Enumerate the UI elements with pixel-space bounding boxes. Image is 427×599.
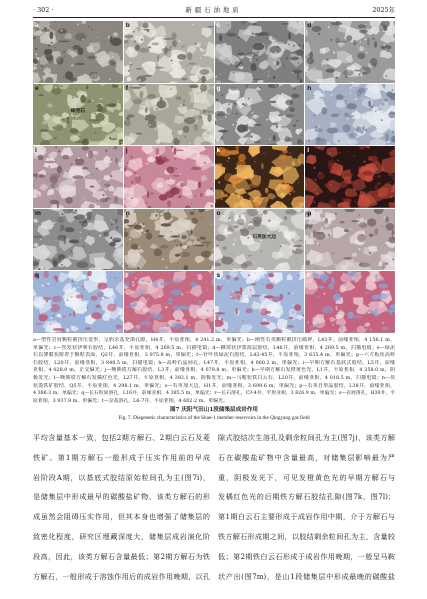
body-text-line: 低；第2期铁白云石形成于成岩作用晚期，一般呈马鞍 — [218, 551, 395, 561]
caption-line: 状菱铁矿胶结，Q5井，平原亚相，4 298.1 m，单偏光；o—石英加大边，H1井，前缘亚相，3 699.6 m，单偏光；p—石英自形晶胶结，L38井，前缘亚相， — [33, 382, 395, 389]
micrograph-panel-s — [215, 271, 305, 333]
micrograph-image — [124, 271, 214, 333]
caption-line: 石胶结，L20井，前缘亚相，3 848.5 m，扫描电镜；h—高岭石晶间孔，L47井，平原亚相，4 000.2 m，单偏光；i—早期方解石基底式胶结，L5井，前缘 — [33, 359, 395, 366]
figure-title-en: Fig. 7. Diagenetic characteristics of the Shan-1 member reservoirs in the Qingyang gas field — [118, 415, 310, 421]
micrograph-image — [305, 209, 395, 271]
micrograph-panel-d — [305, 21, 395, 83]
journal-title: 新疆石油地质 — [185, 6, 242, 14]
panel-label: b — [125, 22, 130, 29]
publication-year: 2025年 — [372, 6, 395, 14]
caption-line: 单偏光；c—丝发状伊利石胶结，L46井，平原亚相，4 269.5 m，扫描电镜；d—蜂窝状伊蒙混层胶结，L46井，前缘亚相，4 269.5 m，扫描电镜；e—绿泥 — [33, 344, 395, 351]
body-text-line: 隙式胶结次生溶孔及剩余粒间孔为主(图7j)，该类方解 — [218, 433, 395, 442]
panel-label: g — [216, 84, 221, 92]
panel-label: l — [307, 147, 310, 155]
figure-grid — [33, 21, 395, 333]
micrograph-panel-t — [305, 271, 395, 333]
micrograph-image — [33, 209, 123, 271]
micrograph-panel-o — [215, 209, 305, 271]
micrograph-image — [305, 271, 395, 333]
micrograph-image — [305, 146, 395, 208]
body-text-line: 发橘红色光的后期铁方解石胶结孔隙(图7k，图7l)； — [218, 492, 395, 502]
micrograph-panel-h — [305, 84, 395, 146]
panel-label: a — [35, 22, 39, 29]
panel-annotation: 石英加大边 — [252, 233, 277, 240]
body-text-line: 成虽然会阻碍压实作用，但其本身也增强了储集层的 — [33, 512, 210, 522]
micrograph-image — [215, 21, 305, 83]
micrograph-panel-e — [33, 84, 123, 146]
panel-label: o — [216, 209, 221, 217]
micrograph-panel-n — [124, 209, 214, 271]
body-text-line: 铁矿。第1期方解石一般形成于压实作用前的早成 — [33, 452, 210, 462]
micrograph-panel-r — [124, 271, 214, 333]
micrograph-panel-i — [33, 146, 123, 208]
body-text-line: 平均含量基本一致，包括2期方解石、2期白云石及菱 — [33, 433, 210, 442]
caption-line: 原亚相，3 937.9 m，单偏光；t—杂基溶孔，L6-7井，平原亚相，4 602.2 m，单偏光。 — [33, 397, 228, 404]
micrograph-image — [33, 21, 123, 83]
micrograph-panel-m — [33, 209, 123, 271]
body-text-line: 方解石，一般形成于溶蚀作用后的成岩作用晚期，以孔 — [33, 571, 210, 581]
body-text-line: 致密化程度，研究区埋藏深度大，储集层成岩演化阶 — [33, 531, 210, 541]
panel-label: e — [35, 84, 39, 92]
panel-label: p — [307, 209, 312, 217]
micrograph-image — [215, 271, 305, 333]
panel-label: s — [216, 272, 221, 280]
micrograph-panel-g — [215, 84, 305, 146]
micrograph-image — [33, 271, 123, 333]
figure-title-cn: 图7 庆阳气田山1段储集层成岩作用 — [169, 407, 259, 413]
micrograph-panel-q — [33, 271, 123, 333]
body-text-line: 状产出(图7m)，是山1段储集层中形成最晚的碳酸盐 — [218, 571, 395, 581]
body-text-line: 是储集层中形成最早的碳酸盐矿物，该类方解石的形 — [33, 492, 210, 502]
micrograph-panel-k — [215, 146, 305, 208]
panel-label: c — [216, 22, 221, 29]
panel-label: m — [35, 209, 41, 217]
micrograph-image — [215, 84, 305, 146]
micrograph-image — [124, 146, 214, 208]
body-text-line: 段高，因此，该类方解石含量最低；第2期方解石为铁 — [33, 551, 210, 561]
micrograph-panel-b — [124, 21, 214, 83]
panel-label: f — [125, 84, 128, 92]
micrograph-image — [305, 84, 395, 146]
panel-label: r — [125, 272, 129, 280]
panel-annotation: 绿泥石 — [70, 108, 86, 115]
body-text-line: 铁方解石形成期之间，以胶结剩余粒间孔为主，含量较 — [218, 531, 395, 541]
caption-line: 石以薄膜状附着于颗粒表面，Q2井，前缘亚相，3 975.8 m，单偏光；f—针叶状绿泥石胶结，L42-45井，平原亚相，3 635.4 m，单偏光；g—六方板状高岭 — [33, 352, 395, 359]
micrograph-panel-j — [124, 146, 214, 208]
panel-label: k — [216, 147, 221, 155]
panel-label: i — [35, 147, 37, 155]
page-number: · 302 · — [33, 6, 54, 14]
figure-caption — [33, 337, 395, 405]
body-text-line: 石在碳酸盐矿物中含量最高，对储集层影响最为严 — [218, 452, 395, 462]
header-rule — [33, 17, 395, 18]
micrograph-image — [215, 146, 305, 208]
micrograph-panel-l — [305, 146, 395, 208]
micrograph-panel-f — [124, 84, 214, 146]
panel-label: d — [307, 22, 312, 29]
panel-label: n — [125, 209, 130, 217]
caption-line: a—塑性岩屑颗粒被挤压变形，呈假杂基充填孔隙，H4井，平原亚相，4 241.2 m，单偏光；b—刚性石英颗粒被挤压破碎，L43井，前缘亚相，4 156.1 m， — [33, 337, 395, 343]
caption-line: 4 386.3 m，单偏光；q—长石粒间溶孔，L16井，前缘亚相，4 385.5 m，单偏光；r—长石溶孔，C3-4井，平原亚相，3 826.9 m，单偏光；s—岩屑溶孔，H30井，平 — [33, 391, 395, 397]
body-text-line: 重，阴极发光下，可见发橙黄色光的早期方解石与 — [218, 472, 395, 482]
panel-label: j — [125, 147, 128, 155]
caption-line: 亚相，4 028.0 m，正交偏光；j—晚期铁方解石胶结，L3井，前缘亚相，4 079.8 m，单偏光；k—早期方解石发橙黄色光，L1井，平原亚相，4 258.0 m，阴 — [33, 367, 395, 374]
micrograph-image — [305, 21, 395, 83]
micrograph-image — [33, 146, 123, 208]
body-column-left — [33, 428, 210, 586]
micrograph-image — [124, 21, 214, 83]
panel-label: t — [307, 272, 310, 280]
caption-line: 极发光；l—晚期铁方解石发橘红色光，L27井，平原亚相，4 392.1 m，阴极发光；m—马鞍状铁白云石，L20井，前缘亚相，4 018.5 m，扫描电镜；n—块 — [33, 374, 395, 381]
body-text-line: 第1期白云石主要形成于成岩作用中期，介于方解石与 — [218, 512, 395, 522]
body-text-line: 岩阶段A期，以基底式胶结原始粒间孔为主(图7i)， — [33, 472, 210, 482]
micrograph-panel-p — [305, 209, 395, 271]
body-column-right — [218, 428, 395, 586]
micrograph-image — [124, 209, 214, 271]
micrograph-panel-c — [215, 21, 305, 83]
micrograph-image — [124, 84, 214, 146]
micrograph-panel-a — [33, 21, 123, 83]
panel-label: h — [307, 84, 312, 92]
panel-label: q — [35, 272, 40, 280]
